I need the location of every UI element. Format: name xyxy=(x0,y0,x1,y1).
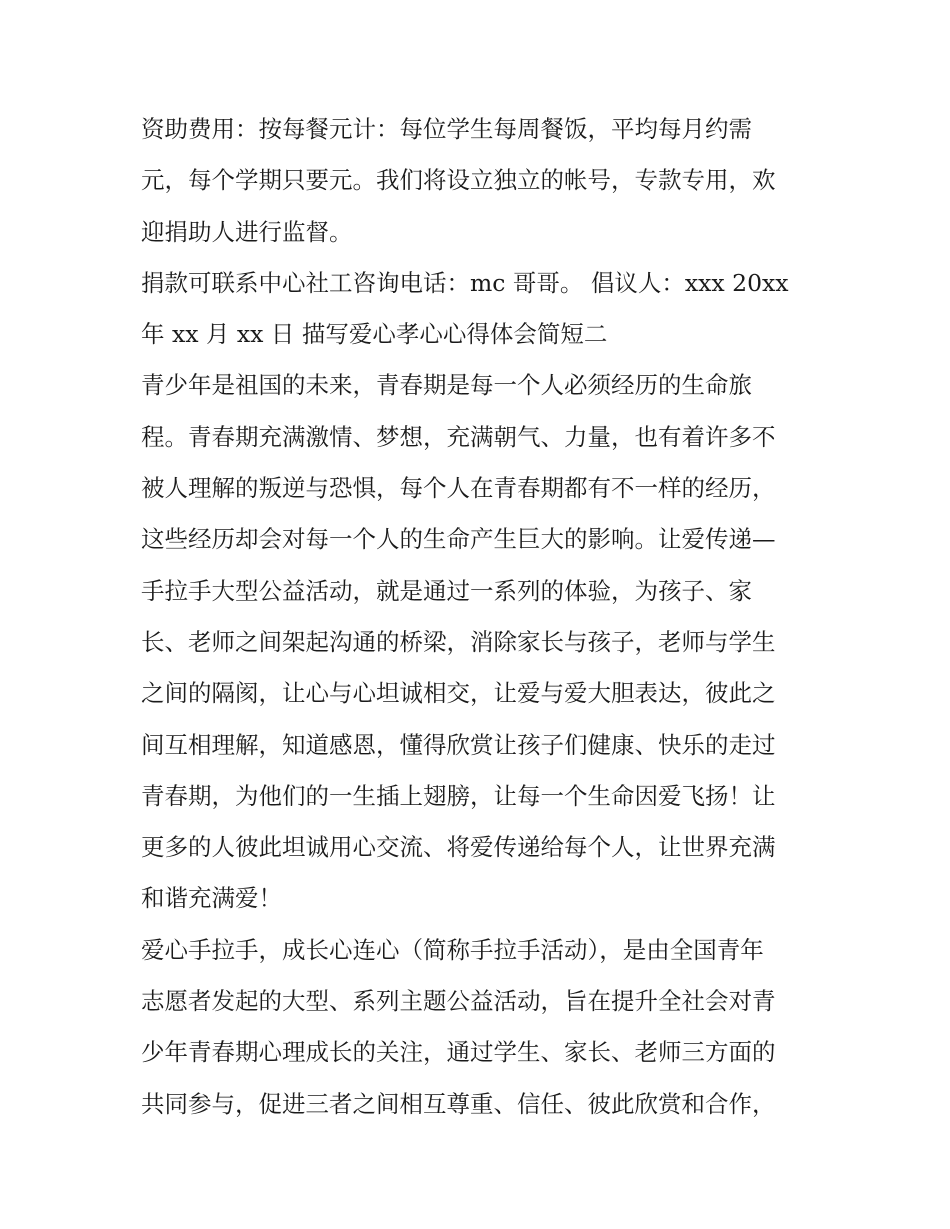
text-line: 手拉手大型公益活动，就是通过一系列的体验，为孩子、家 xyxy=(141,576,752,605)
text-line: 迎捐助人进行监督。 xyxy=(141,217,353,246)
text-line: 共同参与，促进三者之间相互尊重、信任、彼此欣赏和合作， xyxy=(141,1089,776,1118)
text-line: 之间的隔阂，让心与心坦诚相交，让爱与爱大胆表达，彼此之 xyxy=(141,679,776,708)
text-line: 年 xx 月 xx 日 描写爱心孝心心得体会简短二 xyxy=(141,320,608,349)
text-line: 志愿者发起的大型、系列主题公益活动，旨在提升全社会对青 xyxy=(141,987,776,1016)
text-line: 间互相理解，知道感恩，懂得欣赏让孩子们健康、快乐的走过 xyxy=(141,730,776,759)
text-line: 青春期，为他们的一生插上翅膀，让每一个生命因爱飞扬！让 xyxy=(141,781,776,810)
text-line: 程。青春期充满激情、梦想，充满朝气、力量，也有着许多不 xyxy=(141,422,776,451)
text-line: 青少年是祖国的未来，青春期是每一个人必须经历的生命旅 xyxy=(141,371,752,400)
document-body xyxy=(141,104,821,1130)
text-line: 这些经历却会对每一个人的生命产生巨大的影响。让爱传递— xyxy=(141,525,776,554)
text-line: 爱心手拉手，成长心连心（简称手拉手活动），是由全国青年 xyxy=(141,935,764,964)
text-line: 元，每个学期只要元。我们将设立独立的帐号，专款专用，欢 xyxy=(141,166,776,195)
text-line: 资助费用：按每餐元计：每位学生每周餐饭，平均每月约需 xyxy=(141,115,752,143)
text-line: 少年青春期心理成长的关注，通过学生、家长、老师三方面的 xyxy=(141,1038,776,1067)
text-line: 更多的人彼此坦诚用心交流、将爱传递给每个人，让世界充满 xyxy=(141,833,776,862)
text-line: 被人理解的叛逆与恐惧，每个人在青春期都有不一样的经历， xyxy=(141,474,776,503)
text-line: 和谐充满爱！ xyxy=(141,884,282,913)
text-line: 捐款可联系中心社工咨询电话：mc 哥哥。 倡议人：xxx 20xx xyxy=(141,268,789,297)
text-line: 长、老师之间架起沟通的桥梁，消除家长与孩子，老师与学生 xyxy=(141,627,776,656)
